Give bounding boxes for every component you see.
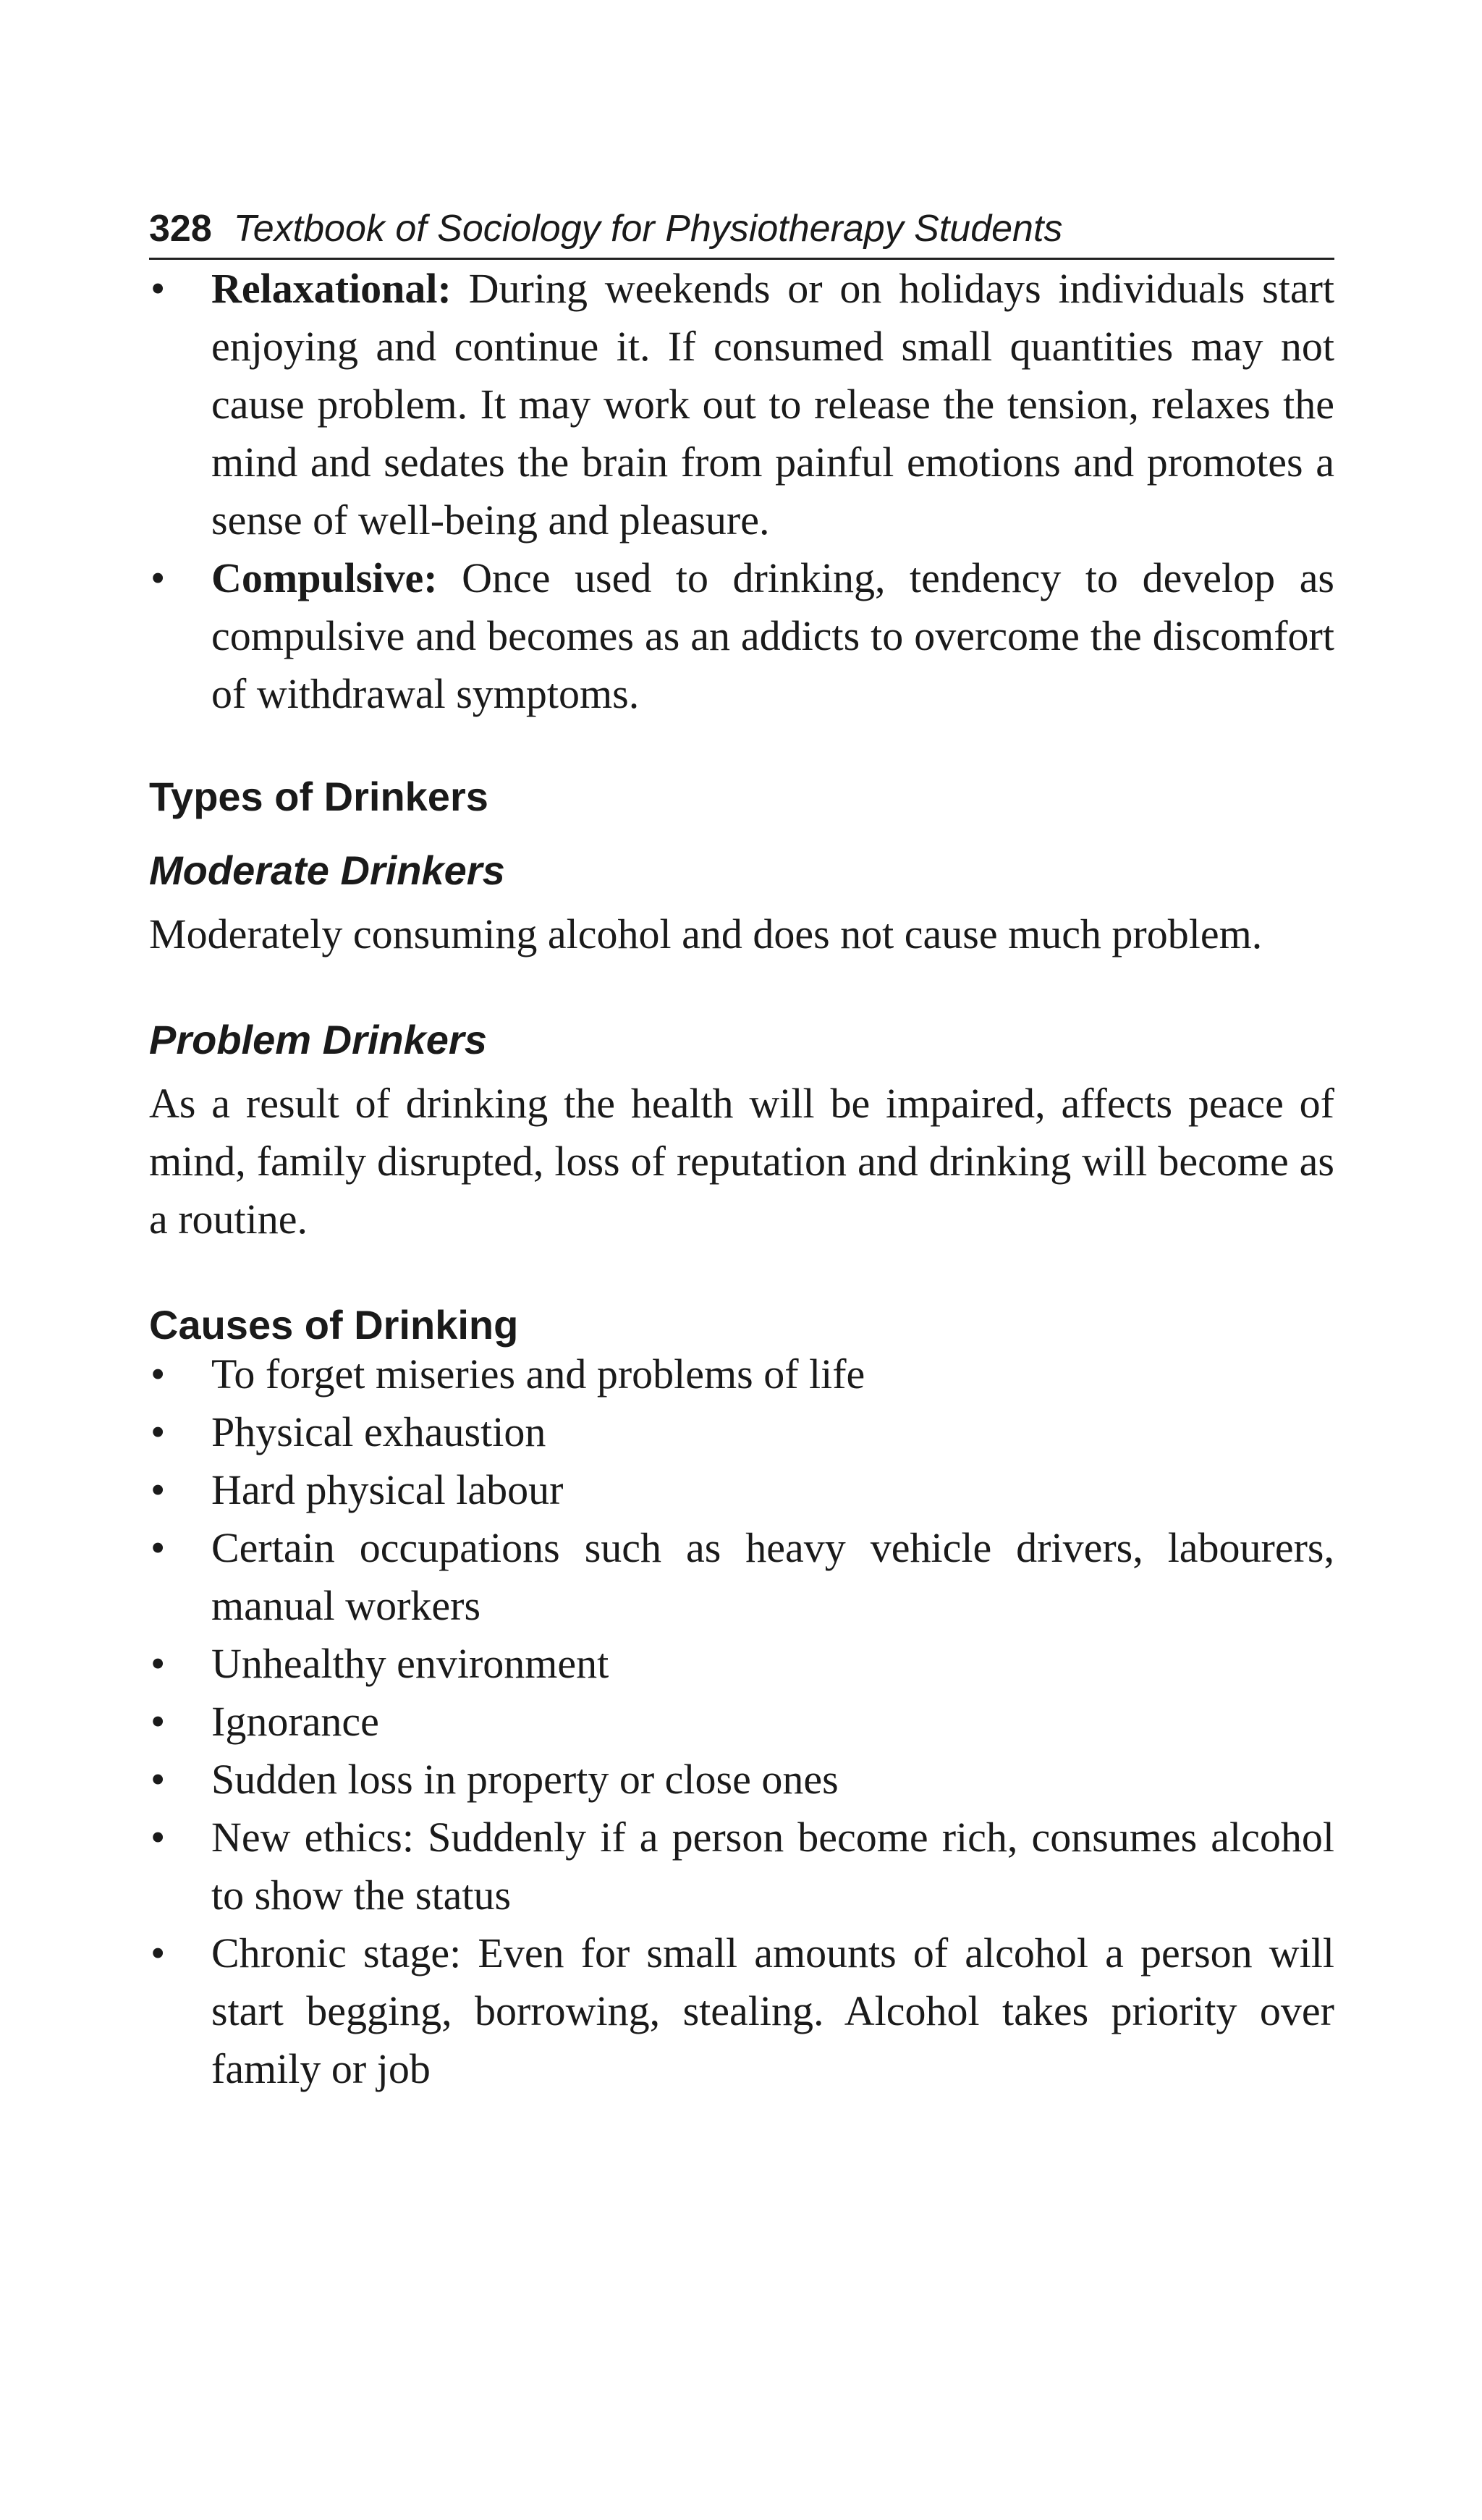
subheading-moderate: Moderate Drinkers bbox=[149, 847, 505, 893]
list-item-text: Ignorance bbox=[211, 1698, 379, 1745]
list-item-relaxational bbox=[149, 260, 1334, 549]
list-item bbox=[149, 1924, 1334, 2098]
paragraph-moderate: Moderately consuming alcohol and does not cause much problem. bbox=[149, 910, 1263, 957]
list-item bbox=[149, 1751, 1334, 1809]
section-heading-types: Types of Drinkers bbox=[149, 774, 488, 819]
page-number: 328 bbox=[149, 208, 212, 250]
list-item-text: Physical exhaustion bbox=[211, 1408, 546, 1455]
list-item-text: Unhealthy environment bbox=[211, 1640, 609, 1687]
book-page bbox=[149, 210, 1334, 2098]
section-heading-causes: Causes of Drinking bbox=[149, 1302, 519, 1348]
running-head bbox=[149, 210, 1334, 260]
paragraph-problem: As a result of drinking the health will be impaired, affects peace of mind, family disrupted, loss of reputation and drinking will become as a routine. bbox=[149, 1080, 1334, 1243]
list-item bbox=[149, 1345, 1334, 1403]
bullet-icon: • bbox=[151, 1814, 166, 1861]
list-item bbox=[149, 1635, 1334, 1693]
list-item-text: Certain occupations such as heavy vehicle drivers, labourers, manual workers bbox=[211, 1524, 1334, 1629]
bullet-icon: • bbox=[151, 554, 166, 601]
term-label: Relaxational: bbox=[211, 265, 452, 312]
list-item bbox=[149, 1693, 1334, 1751]
list-item-text: Chronic stage: Even for small amounts of alcohol a person will start begging, borrowing, stealing. Alcohol takes priority over family or job bbox=[211, 1929, 1334, 2092]
bullet-icon: • bbox=[151, 1466, 166, 1513]
drinking-patterns-list bbox=[149, 260, 1334, 723]
term-description: Once used to drinking, tendency to develop as compulsive and becomes as an addicts to overcome the discomfort of withdrawal symptoms. bbox=[211, 554, 1335, 717]
list-item-text: Sudden loss in property or close ones bbox=[211, 1756, 839, 1803]
bullet-icon: • bbox=[151, 265, 166, 312]
bullet-icon: • bbox=[151, 1698, 166, 1745]
book-title: Textbook of Sociology for Physiotherapy Students bbox=[233, 208, 1063, 250]
list-item-text: New ethics: Suddenly if a person become rich, consumes alcohol to show the status bbox=[211, 1814, 1334, 1919]
subheading-problem: Problem Drinkers bbox=[149, 1017, 487, 1062]
bullet-icon: • bbox=[151, 1408, 166, 1455]
bullet-icon: • bbox=[151, 1350, 166, 1398]
list-item bbox=[149, 1461, 1334, 1519]
bullet-icon: • bbox=[151, 1756, 166, 1803]
bullet-icon: • bbox=[151, 1929, 166, 1976]
list-item-compulsive bbox=[149, 549, 1334, 723]
term-description: During weekends or on holidays individuals start enjoying and continue it. If consumed small quantities may not cause problem. It may work out to release the tension, relaxes the mind and sedates the brain from painful emotions and promotes a sense of well-being and pleasure. bbox=[211, 265, 1334, 544]
bullet-icon: • bbox=[151, 1524, 166, 1571]
list-item bbox=[149, 1403, 1334, 1461]
causes-list bbox=[149, 1345, 1334, 2098]
term-label: Compulsive: bbox=[211, 554, 438, 601]
list-item bbox=[149, 1809, 1334, 1924]
list-item bbox=[149, 1519, 1334, 1635]
list-item-text: To forget miseries and problems of life bbox=[211, 1350, 865, 1398]
bullet-icon: • bbox=[151, 1640, 166, 1687]
list-item-text: Hard physical labour bbox=[211, 1466, 564, 1513]
